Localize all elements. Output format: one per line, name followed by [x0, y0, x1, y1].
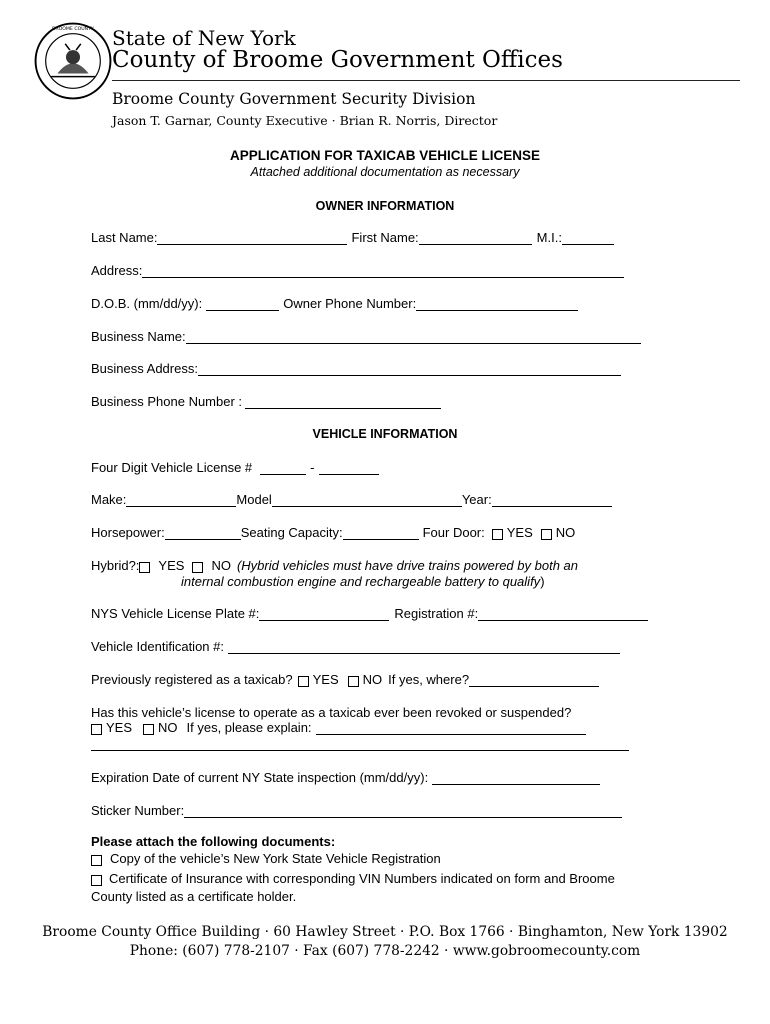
- hybrid-note-line1: (Hybrid vehicles must have drive trains powered by both an: [236, 558, 578, 573]
- four-door-no-checkbox[interactable]: [541, 529, 552, 540]
- revoked-question: Has this vehicle’s license to operate as a taxicab ever been revoked or suspended?: [91, 705, 572, 720]
- prev-taxi-no-label: NO: [362, 672, 383, 687]
- prev-taxi-no-checkbox[interactable]: [348, 676, 359, 687]
- vin-field[interactable]: [228, 640, 620, 654]
- insurance-checkbox[interactable]: [91, 875, 102, 886]
- hybrid-note-line2: internal combustion engine and rechargeable battery to qualify: [181, 574, 541, 589]
- hybrid-note-close: ): [540, 574, 545, 589]
- division-name: Broome County Government Security Division: [112, 90, 476, 108]
- model-label: Model: [236, 492, 272, 507]
- revoked-yes-label: YES: [106, 720, 133, 735]
- four-door-no-label: NO: [555, 525, 576, 540]
- four-door-label: Four Door:: [422, 525, 485, 540]
- revoked-explain-line2[interactable]: [91, 750, 629, 751]
- executives-line: Jason T. Garnar, County Executive · Brian R. Norris, Director: [112, 113, 498, 128]
- year-field[interactable]: [492, 493, 612, 507]
- make-field[interactable]: [126, 493, 236, 507]
- vehicle-heading: VEHICLE INFORMATION: [312, 427, 458, 441]
- if-yes-where-field[interactable]: [469, 673, 599, 687]
- license-dash: -: [310, 460, 315, 475]
- if-yes-where-label: If yes, where?: [388, 672, 470, 687]
- year-label: Year:: [461, 492, 492, 507]
- prev-taxi-yes-checkbox[interactable]: [298, 676, 309, 687]
- license-number-part1[interactable]: [260, 461, 306, 475]
- hybrid-yes-label: YES: [158, 558, 185, 573]
- mi-label: M.I.:: [536, 230, 562, 245]
- horsepower-field[interactable]: [165, 526, 241, 540]
- four-door-yes-checkbox[interactable]: [492, 529, 503, 540]
- prev-taxi-yes-label: YES: [312, 672, 339, 687]
- revoked-explain-label: If yes, please explain:: [186, 720, 312, 735]
- plate-label: NYS Vehicle License Plate #:: [91, 606, 260, 621]
- four-door-yes-label: YES: [506, 525, 533, 540]
- business-phone-field[interactable]: [245, 395, 441, 409]
- county-offices: County of Broome Government Offices: [112, 47, 563, 73]
- seating-field[interactable]: [343, 526, 419, 540]
- registration-label: Registration #:: [394, 606, 479, 621]
- revoked-yes-checkbox[interactable]: [91, 724, 102, 735]
- attachments-heading: Please attach the following documents:: [91, 834, 336, 849]
- vin-label: Vehicle Identification #:: [91, 639, 224, 654]
- plate-field[interactable]: [259, 607, 389, 621]
- license-number-part2[interactable]: [319, 461, 379, 475]
- seating-label: Seating Capacity:: [240, 525, 343, 540]
- business-address-label: Business Address:: [91, 361, 198, 376]
- address-label: Address:: [91, 263, 143, 278]
- header-divider: [112, 80, 740, 81]
- hybrid-yes-checkbox[interactable]: [139, 562, 150, 573]
- revoked-no-checkbox[interactable]: [143, 724, 154, 735]
- hybrid-label: Hybrid?:: [91, 558, 140, 573]
- business-address-field[interactable]: [198, 362, 621, 376]
- county-seal: [34, 22, 112, 100]
- owner-heading: OWNER INFORMATION: [315, 199, 455, 213]
- footer-phone: Phone: (607) 778-2107 · Fax (607) 778-2242 · www.gobroomecounty.com: [129, 943, 641, 959]
- revoked-explain-field[interactable]: [316, 721, 586, 735]
- hybrid-no-checkbox[interactable]: [192, 562, 203, 573]
- model-field[interactable]: [272, 493, 462, 507]
- owner-phone-label: Owner Phone Number:: [283, 296, 417, 311]
- license-number-label: Four Digit Vehicle License #: [91, 460, 253, 475]
- make-label: Make:: [91, 492, 127, 507]
- sticker-field[interactable]: [184, 804, 622, 818]
- first-name-field[interactable]: [419, 231, 532, 245]
- last-name-field[interactable]: [157, 231, 347, 245]
- footer-address: Broome County Office Building · 60 Hawley Street · P.O. Box 1766 · Binghamton, New York 13902: [42, 924, 728, 940]
- registration-copy-checkbox[interactable]: [91, 855, 102, 866]
- insurance-label-line1: Certificate of Insurance with corresponding VIN Numbers indicated on form and Broome: [109, 871, 615, 886]
- first-name-label: First Name:: [351, 230, 419, 245]
- registration-field[interactable]: [478, 607, 648, 621]
- dob-label: D.O.B. (mm/dd/yy):: [91, 296, 203, 311]
- last-name-label: Last Name:: [91, 230, 158, 245]
- revoked-no-label: NO: [158, 720, 178, 735]
- horsepower-label: Horsepower:: [91, 525, 165, 540]
- address-field[interactable]: [142, 264, 624, 278]
- business-name-label: Business Name:: [91, 329, 186, 344]
- business-name-field[interactable]: [186, 330, 641, 344]
- state-name: State of New York: [112, 26, 296, 50]
- expiration-label: Expiration Date of current NY State inspection (mm/dd/yy):: [91, 770, 429, 785]
- sticker-label: Sticker Number:: [91, 803, 185, 818]
- dob-field[interactable]: [206, 297, 279, 311]
- prev-taxi-label: Previously registered as a taxicab?: [91, 672, 293, 687]
- expiration-field[interactable]: [432, 771, 600, 785]
- owner-phone-field[interactable]: [416, 297, 578, 311]
- business-phone-label: Business Phone Number :: [91, 394, 243, 409]
- hybrid-no-label: NO: [211, 558, 231, 573]
- form-subtitle: Attached additional documentation as necessary: [250, 165, 520, 179]
- seal-lettering: BROOME COUNTY: [52, 26, 94, 32]
- registration-copy-label: Copy of the vehicle’s New York State Vehicle Registration: [110, 851, 441, 866]
- mi-field[interactable]: [562, 231, 614, 245]
- form-title: APPLICATION FOR TAXICAB VEHICLE LICENSE: [229, 148, 540, 163]
- insurance-label-line2: County listed as a certificate holder.: [91, 889, 297, 904]
